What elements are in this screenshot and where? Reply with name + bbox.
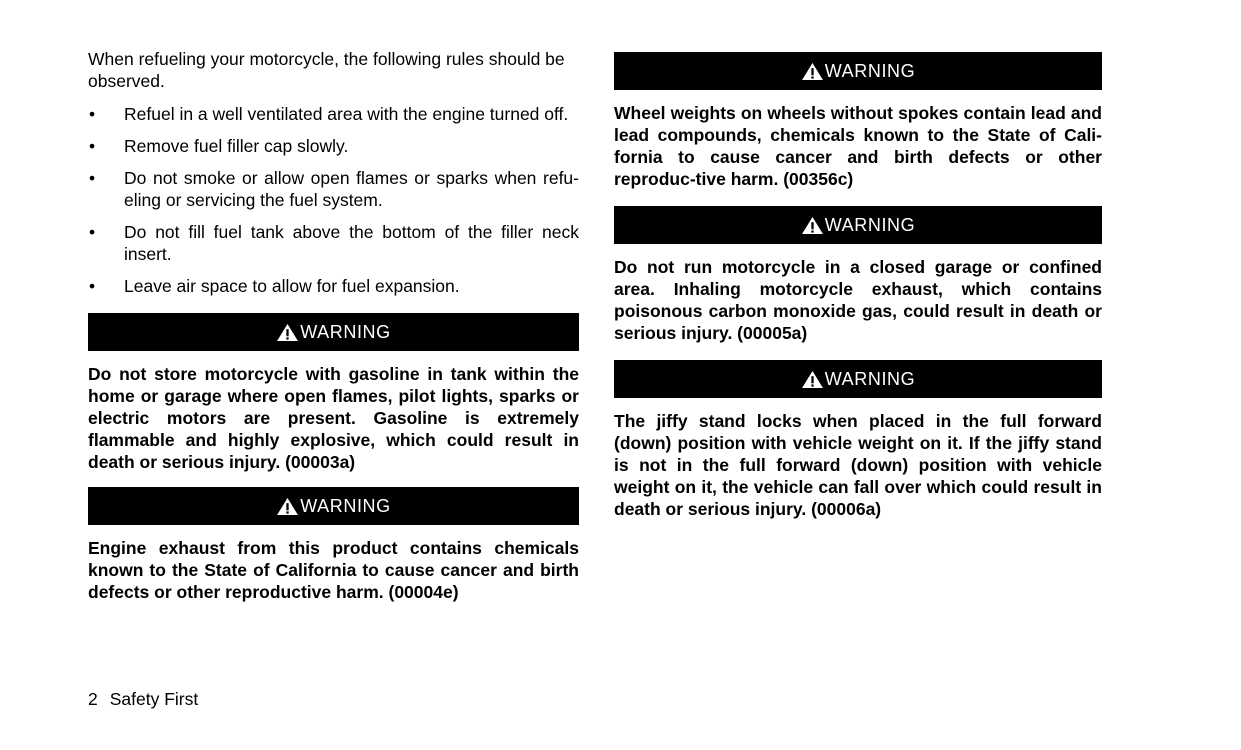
bullet-icon: • [89,168,96,188]
list-item: • Do not fill fuel tank above the bottom of the filler neck insert. [89,222,579,264]
warning-triangle-icon [801,370,824,389]
section-title: Safety First [109,689,199,709]
warning-header [88,313,579,351]
warning-label: WARNING [824,214,916,235]
bullet-icon: • [89,222,96,242]
page-footer [88,689,198,710]
left-column [88,48,579,603]
warning-block [614,360,1102,520]
warning-text: The jiffy stand locks when placed in the full forward (down) position with vehicle weight on it. If the jiffy stand is not in the full forward (down) position with vehicle weight on it, the vehicle can fall over which could result in death or serious injury. (00006a) [614,411,1102,519]
warning-block [88,487,579,603]
bullet-icon: • [89,104,96,124]
warning-label: WARNING [824,368,916,389]
refuel-intro: When refueling your motorcycle, the following rules should be observed. [88,49,565,91]
warning-label: WARNING [300,495,391,516]
warning-text: Do not run motorcycle in a closed garage or confined area. Inhaling motorcycle exhaust, which contains poisonous carbon monoxide gas, could result in death or serious injury. (00005a) [614,257,1102,343]
list-item: • Do not smoke or allow open flames or sparks when refu-eling or servicing the fuel system. [89,168,579,210]
refuel-rules-list [88,103,579,297]
warning-triangle-icon [801,216,824,235]
warning-text: Wheel weights on wheels without spokes contain lead and lead compounds, chemicals known to the State of Cali-fornia to cause cancer and birth defects or other reproduc-tive harm. (00356c) [614,103,1102,189]
warning-block [614,52,1102,190]
list-item: • Remove fuel filler cap slowly. [89,136,349,156]
list-item: • Refuel in a well ventilated area with the engine turned off. [89,104,569,124]
page-number: 2 [88,689,98,709]
warning-triangle-icon [801,62,824,81]
warning-header [614,360,1102,398]
warning-block [614,206,1102,344]
warning-header [614,52,1102,90]
list-item: • Leave air space to allow for fuel expansion. [89,276,460,296]
right-column [614,52,1102,520]
warning-header [614,206,1102,244]
warning-text: Engine exhaust from this product contains chemicals known to the State of California to cause cancer and birth defects or other reproductive harm. (00004e) [88,538,579,602]
warning-triangle-icon [276,497,299,516]
warning-header [88,487,579,525]
warning-label: WARNING [824,60,916,81]
warning-text: Do not store motorcycle with gasoline in tank within the home or garage where open flames, pilot lights, sparks or electric motors are present. Gasoline is extremely flammable and highly explosive, which could result in death or serious injury. (00003a) [88,364,579,472]
bullet-icon: • [89,276,96,296]
warning-block [88,313,579,473]
warning-label: WARNING [300,321,391,342]
warning-triangle-icon [276,323,299,342]
bullet-icon: • [89,136,96,156]
